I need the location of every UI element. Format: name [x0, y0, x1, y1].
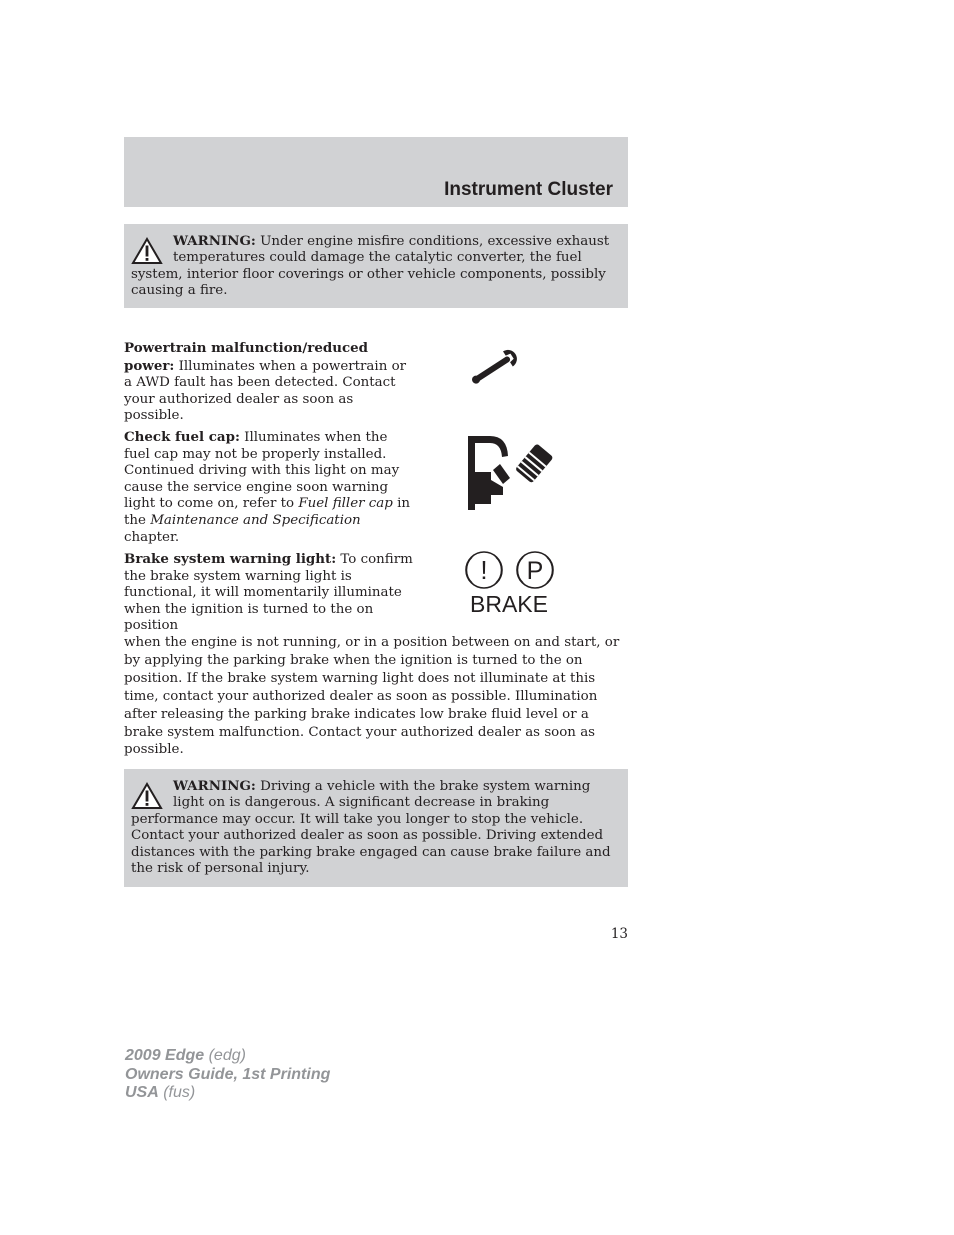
- page-number: 13: [610, 926, 628, 942]
- section-header: [124, 137, 628, 207]
- warning-label: WARNING:: [173, 778, 256, 794]
- fuel-cap-text: Illuminates when the fuel cap may not be properly installed. Continued driving with this light on may cause the service engine soon warning light to come on, refer to: [124, 430, 400, 512]
- fuel-filler-cap-ref: Fuel filler cap: [298, 496, 393, 512]
- brake-warning-icon: [462, 550, 558, 616]
- footer-model-code: (edg): [204, 1047, 246, 1064]
- brake-warning-box: [124, 769, 628, 887]
- brake-text-wide: when the engine is not running, or in a position between on and start, or by applying the parking brake when the ignition is turned to the on position. If the brake system warning light does not illuminate at this time, contact your authorized dealer as soon as possible. Illumination after releasing the parking brake indicates low brake fluid level or a brake system malfunction. Contact your authorized dealer as soon as possible.: [124, 635, 620, 758]
- powertrain-text: Illuminates when a powertrain or a AWD fault has been detected. Contact your authorized dealer as soon as possible.: [124, 358, 407, 424]
- exclamation-mark: !: [480, 555, 488, 585]
- footer-guide: Owners Guide, 1st Printing: [125, 1065, 331, 1083]
- warning-label: WARNING:: [173, 233, 256, 249]
- warning-triangle-icon: [131, 782, 163, 810]
- footer-model: 2009 Edge: [125, 1047, 205, 1064]
- maintenance-chapter-ref: Maintenance and Specification: [150, 512, 361, 528]
- fuel-cap-icon: [463, 430, 559, 512]
- brake-text-wide-block: [124, 634, 628, 759]
- brake-word: BRAKE: [470, 591, 548, 616]
- document-footer: [125, 1047, 330, 1103]
- page-title: Instrument Cluster: [444, 179, 613, 200]
- brake-text-narrow: To confirm the brake system warning light is functional, it will momentarily illuminate when the ignition is turned to the on position: [124, 552, 413, 634]
- powertrain-entry: [124, 340, 414, 425]
- fuel-cap-entry: [124, 429, 414, 546]
- parking-p-letter: P: [526, 557, 544, 585]
- footer-market: USA: [125, 1084, 159, 1101]
- wrench-icon: [464, 342, 530, 390]
- fuel-cap-text-end: chapter.: [124, 529, 180, 545]
- warning-body: Under engine misfire conditions, excessive exhaust temperatures could damage the catalytic converter, the fuel system, interior floor coverings or other vehicle components, possibly causing a fire.: [131, 234, 610, 299]
- warning-body: Driving a vehicle with the brake system warning light on is dangerous. A significant decrease in braking performance may occur. It will take you longer to stop the vehicle. Contact your authorized dealer as soon as possible. Driving extended distances with the parking brake engaged can cause brake failure and the risk of personal injury.: [131, 779, 611, 877]
- powertrain-label: Powertrain malfunction/reduced power:: [124, 340, 368, 374]
- fuel-cap-label: Check fuel cap:: [124, 429, 240, 445]
- footer-market-code: (fus): [158, 1084, 196, 1101]
- warning-triangle-icon: [131, 237, 163, 265]
- brake-entry: [124, 551, 414, 635]
- misfire-warning-box: [124, 224, 628, 308]
- fuel-cap-text-mid: in the: [124, 496, 410, 528]
- warning-text: [131, 233, 614, 300]
- brake-label: Brake system warning light:: [124, 551, 337, 567]
- warning-text: [131, 778, 614, 877]
